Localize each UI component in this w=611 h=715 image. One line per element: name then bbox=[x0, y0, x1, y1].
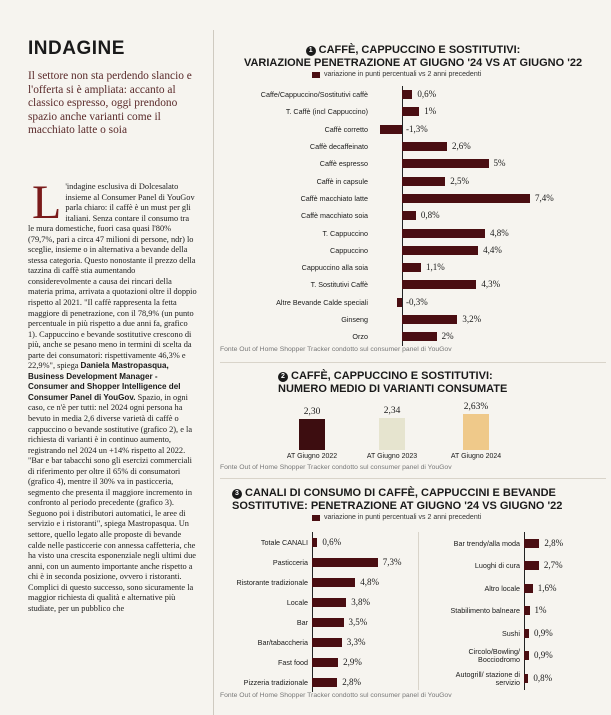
category-label: Bar/tabaccheria bbox=[257, 637, 308, 647]
category-label: Orzo bbox=[352, 332, 368, 342]
bar bbox=[402, 229, 485, 238]
bar bbox=[402, 142, 447, 151]
data-label: 5% bbox=[493, 158, 506, 169]
bar bbox=[380, 125, 402, 134]
category-label: Autogrill/ stazione di servizio bbox=[455, 669, 520, 687]
category-label: Caffè corretto bbox=[324, 124, 368, 134]
data-label: 1% bbox=[534, 605, 547, 616]
column-bar bbox=[463, 414, 489, 450]
section-divider bbox=[220, 478, 606, 479]
chart-number-badge: 1 bbox=[306, 46, 316, 56]
bar bbox=[524, 606, 530, 615]
data-label: 1,1% bbox=[426, 262, 445, 273]
chart-1-legend bbox=[312, 71, 481, 78]
data-label: 2,8% bbox=[544, 537, 564, 548]
bar bbox=[312, 638, 342, 647]
data-label: 2% bbox=[441, 331, 454, 342]
category-label: Bar bbox=[296, 617, 308, 627]
data-label: 3,8% bbox=[351, 596, 370, 607]
data-label: 0,8% bbox=[533, 672, 553, 683]
kicker: INDAGINE bbox=[28, 38, 125, 59]
chart-3-title-line1: CANALI DI CONSUMO DI CAFFÈ, CAPPUCCINI E BEVANDE bbox=[245, 487, 556, 499]
category-label: Luoghi di cura bbox=[474, 561, 520, 571]
data-label: 2,34 bbox=[383, 405, 401, 416]
category-label: AT Giugno 2023 bbox=[366, 453, 418, 460]
bar bbox=[524, 651, 529, 660]
category-label: Fast food bbox=[278, 657, 308, 667]
bar bbox=[312, 558, 378, 567]
bar bbox=[402, 90, 412, 99]
data-label: 2,9% bbox=[343, 656, 362, 667]
category-label: Caffè in capsule bbox=[316, 176, 368, 186]
bar bbox=[397, 298, 402, 307]
bar bbox=[402, 315, 457, 324]
category-label: T. Cappuccino bbox=[322, 228, 368, 238]
bar bbox=[402, 177, 445, 186]
article-column bbox=[0, 0, 205, 715]
data-label: 2,5% bbox=[450, 175, 469, 186]
column-bar bbox=[379, 418, 405, 450]
data-label: 2,8% bbox=[342, 676, 361, 687]
data-label: 7,3% bbox=[382, 556, 402, 567]
bar bbox=[402, 332, 437, 341]
bar bbox=[524, 674, 528, 683]
legend-label: variazione in punti percentuali vs 2 anni precedenti bbox=[324, 514, 482, 521]
category-label: Pizzeria tradizionale bbox=[243, 677, 308, 687]
category-label: Cappuccino alla soia bbox=[301, 263, 368, 273]
paragraph-1: 'indagine esclusiva di Dolcesalato insieme al Consumer Panel di YouGov parla chiaro: il caffè è un must per gli italiani. Senza contare il consumo tra le mura domestiche, fuori casa quasi l'80% (79,7%, pari a circa 47 milioni di persone, ndr) lo sceglie, insieme o in alternativa a bevande della stessa categoria. Questo nonostante il prezzo della tazzina di caffè stia aumentando considerevolmente a causa dei rincari della materia prima, arrivata a quotazioni oltre il doppio rispetto al 2021. "Il caffè rappresenta la fetta maggiore di penetrazione, con il 78,9% (un punto percentuale in più rispetto a due anni fa, grafico 1). Cappuccino e bevande sostitutive crescono di più, anche se pesano meno in termini di scelta da parte dei consumatori: rispettivamente 46,3% e 22,9%", spiega bbox=[28, 181, 197, 371]
category-label: Bar trendy/alla moda bbox=[453, 538, 520, 548]
data-label: -0,3% bbox=[406, 296, 428, 307]
data-label: 4,8% bbox=[490, 227, 509, 238]
category-label: Totale CANALI bbox=[260, 537, 308, 547]
panel-divider bbox=[418, 532, 419, 690]
dropcap: L bbox=[32, 175, 62, 229]
data-label: 3,3% bbox=[346, 636, 366, 647]
category-label: Cappuccino bbox=[330, 245, 368, 255]
chart-1-plot bbox=[220, 86, 606, 346]
column-bar bbox=[299, 419, 325, 450]
chart-1-title bbox=[220, 44, 606, 69]
bar bbox=[312, 618, 344, 627]
data-label: 4,8% bbox=[360, 576, 379, 587]
category-label: Caffè espresso bbox=[319, 159, 368, 169]
legend-label: variazione in punti percentuali vs 2 anni precedenti bbox=[324, 71, 482, 78]
data-label: 3,5% bbox=[348, 616, 368, 627]
chart-2-title-line1: CAFFÈ, CAPPUCCINO E SOSTITUTIVI: bbox=[291, 370, 493, 382]
data-label: 3,2% bbox=[462, 314, 482, 325]
chart-1-source: Fonte Out of Home Shopper Tracker condotto sul consumer panel di YouGov bbox=[220, 346, 452, 353]
category-label: Locale bbox=[286, 597, 308, 607]
chart-2-source: Fonte Out of Home Shopper Tracker condotto sul consumer panel di YouGov bbox=[220, 464, 452, 471]
data-label: 2,30 bbox=[303, 406, 321, 417]
bar bbox=[524, 539, 539, 548]
chart-3-legend bbox=[312, 514, 481, 521]
category-label: AT Giugno 2022 bbox=[286, 453, 338, 460]
category-label: Altro locale bbox=[484, 583, 520, 593]
category-label: Altre Bevande Calde speciali bbox=[276, 297, 368, 307]
bar bbox=[402, 246, 478, 255]
chart-2-title bbox=[220, 370, 606, 395]
chart-3 bbox=[220, 487, 606, 713]
category-label: Caffè macchiato soia bbox=[301, 211, 368, 221]
category-label: Sushi bbox=[502, 628, 520, 638]
section-divider bbox=[220, 362, 606, 363]
data-label: 4,4% bbox=[483, 244, 502, 255]
bar bbox=[524, 584, 533, 593]
bar bbox=[312, 598, 346, 607]
chart-1-title-line1: CAFFÈ, CAPPUCCINO E SOSTITUTIVI: bbox=[318, 44, 521, 56]
category-label: Caffè macchiato latte bbox=[300, 193, 368, 203]
bar bbox=[402, 211, 416, 220]
data-label: 1,6% bbox=[537, 582, 557, 593]
chart-2-plot bbox=[220, 398, 606, 464]
category-label: Caffe/Cappuccino/Sostitutivi caffè bbox=[260, 90, 368, 100]
data-label: 2,6% bbox=[451, 141, 471, 152]
bar bbox=[312, 578, 355, 587]
category-label: T. Sostitutivi Caffè bbox=[310, 280, 368, 290]
bar bbox=[402, 159, 489, 168]
bar bbox=[402, 263, 421, 272]
bar bbox=[402, 107, 419, 116]
chart-1-title-line2: VARIAZIONE PENETRAZIONE AT GIUGNO '24 VS AT GIUGNO '22 bbox=[243, 56, 583, 69]
data-label: 2,63% bbox=[463, 402, 489, 412]
interviewee-name: Daniela Mastropasqua, Business Development Manager - Consumer and Shopper Intelligence del Consumer Panel di YouGov. bbox=[28, 361, 181, 402]
category-label: Ristorante tradizionale bbox=[236, 577, 308, 587]
bar bbox=[524, 629, 529, 638]
category-label: T. Caffè (incl Cappuccino) bbox=[285, 107, 368, 117]
legend-swatch bbox=[312, 515, 320, 521]
chart-axis bbox=[312, 532, 313, 692]
data-label: 0,6% bbox=[322, 536, 342, 547]
chart-3-title bbox=[220, 487, 606, 512]
data-label: 4,3% bbox=[481, 279, 501, 290]
category-label: Ginseng bbox=[341, 315, 368, 325]
data-label: 2,7% bbox=[543, 560, 563, 571]
data-label: 0,8% bbox=[420, 210, 440, 221]
data-label: 1% bbox=[424, 106, 437, 117]
column-divider bbox=[213, 30, 214, 715]
chart-3-title-line2: SOSTITUTIVE: PENETRAZIONE AT GIUGNO '24 VS GIUGNO '22 bbox=[232, 499, 563, 512]
chart-number-badge: 3 bbox=[232, 489, 242, 499]
chart-3-plot-right bbox=[420, 532, 606, 690]
category-label: Caffè decaffeinato bbox=[309, 142, 368, 152]
chart-1 bbox=[220, 44, 606, 359]
category-label: Stabilimento balneare bbox=[450, 606, 520, 616]
chart-number-badge: 2 bbox=[278, 372, 288, 382]
data-label: 0,9% bbox=[533, 627, 553, 638]
lead-paragraph: Il settore non sta perdendo slancio e l'offerta si è ampliata: accanto al classico espresso, oggi prendono spazio anche varianti come il macchiato latte o soia bbox=[28, 70, 192, 137]
bar bbox=[312, 678, 337, 687]
data-label: 0,9% bbox=[533, 650, 553, 661]
category-label: Pasticceria bbox=[272, 557, 308, 567]
bar bbox=[402, 280, 476, 289]
chart-3-plot-left bbox=[220, 532, 416, 690]
bar bbox=[524, 561, 539, 570]
chart-2 bbox=[220, 370, 606, 475]
data-label: 7,4% bbox=[535, 192, 554, 203]
category-label: AT Giugno 2024 bbox=[450, 453, 502, 460]
data-label: 0,6% bbox=[417, 89, 437, 100]
data-label: -1,3% bbox=[406, 123, 428, 134]
bar bbox=[312, 538, 317, 547]
legend-swatch bbox=[312, 72, 320, 78]
bar bbox=[402, 194, 530, 203]
article-body bbox=[28, 175, 197, 614]
chart-2-title-line2: NUMERO MEDIO DI VARIANTI CONSUMATE bbox=[278, 382, 508, 395]
paragraph-2: Spazio, in ogni caso, ce n'è per tutti: nel 2024 ogni persona ha bevuto in media 2,6 diverse varietà di caffè o cappuccino o bevande sostitutive (grafico 2), e la richiesta di varianti è in continuo aumento, registrando nel 2024 un +14% rispetto al 2022. "Bar e bar tabacchi sono gli esercizi commerciali di riferimento per oltre il 65% di consumatori (grafico 4), mentre il 30% va in pasticceria, segmento che presenta il maggiore incremento in confronto al periodo precedente (grafico 3). Seguono poi i distributori automatici, le aree di servizio e i ristoranti", spiega Mastropasqua. Un settore, quello legato alle proposte di bevande calde nelle pasticcerie con annessa caffetteria, che ha visto una crescita esponenziale negli ultimi due anni, con un aumento importante anche rispetto a chi è in seconda posizione, ovvero i ristoranti. Complici di questo successo, sono sicuramente la maggior richiesta di qualità e alternative più studiate, per un pubblico che bbox=[28, 392, 196, 613]
bar bbox=[312, 658, 338, 667]
chart-3-source: Fonte Out of Home Shopper Tracker condotto sul consumer panel di YouGov bbox=[220, 692, 452, 699]
category-label: Circolo/Bowling/ Bocciodromo bbox=[468, 647, 520, 665]
